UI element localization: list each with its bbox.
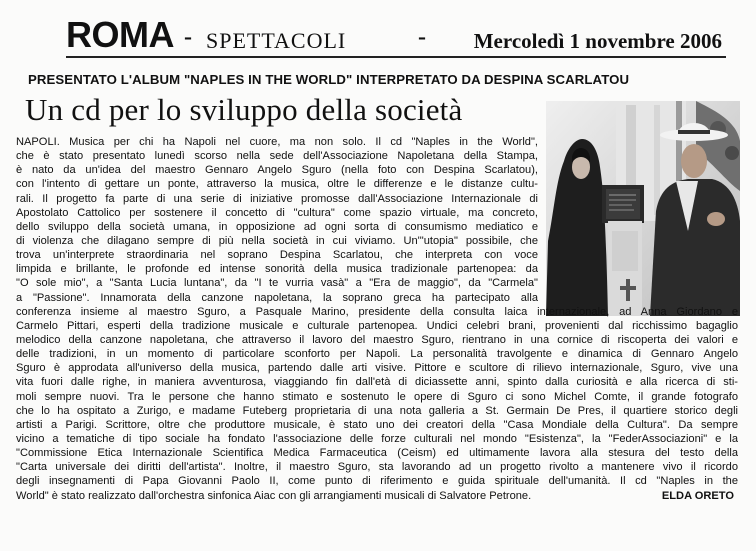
article-line: melodico della canzone napoletana, che attraverso il lavoro del maestro Sguro, rientrano in una cornice di riscoperta dei valori e (16, 333, 738, 346)
article-line: Carmelo Pittari, esperti della tradizione musicale e culturale partenopea. Undici celebri brani, provenienti dal ricchissimo bagaglio (16, 319, 738, 332)
article-line: degli insegnamenti di Papa Giovanni Paolo II, come punto di riferimento e guida spirituale dell'umanità. Il cd "Naples in the (16, 475, 738, 488)
article-kicker: PRESENTATO L'ALBUM "NAPLES IN THE WORLD" INTERPRETATO DA DESPINA SCARLATOU (28, 72, 630, 87)
article-line: delle tradizioni, in un momento di particolare sconforto per Napoli. La personalità travolgente e dinamica di Gennaro Angelo (16, 348, 738, 361)
article-line: di violenza che dilagano sempre di più nella società in cui viviamo. Un'"utopia" possibile, che (16, 234, 538, 247)
article-line: che lo ha ospitato a Zurigo, e madame Futeberg proprietaria di una nota galleria a St. Germain De Pres, il quartiere storico degli (16, 404, 738, 417)
masthead-separator: - (184, 24, 192, 50)
article-line: "O sole mio", a "Santa Lucia luntana", da "I te vurria vasà" a "Era de maggio", da "Carmela" (16, 277, 538, 290)
article-line: conferenza insieme al maestro Sguro, a Pasquale Marino, presidente della consulta laica internazionale, ad Anna Giordano e (16, 305, 738, 318)
article-line: "Commissione Etica Internazionale Scientifica Medica Farmaceutica (Ceism) ed ultimamente lavora alla stesura del testo della (16, 447, 738, 460)
article-line: Apostolato Cattolico per sostenere il concetto di "cultura" come spazio virtuale, ma concreto, (16, 206, 538, 219)
article-line: vicino a tematiche di tipo sociale ha fondato l'associazione delle forze culturali nel mondo "Esistenza", la "FederAssociazioni" e la (16, 432, 738, 445)
article-line: vita fuori dalle righe, in maniera avventurosa, viaggiando fin dall'età di diciassette anni, spinto dalla curiosità e alla ricerca di sti- (16, 376, 738, 389)
article-last-row (16, 489, 738, 503)
article-line: trova un'interprete straordinaria nel soprano Despina Scarlatou, che interpreta con voce (16, 249, 538, 262)
masthead-date: Mercoledì 1 novembre 2006 (473, 29, 722, 53)
masthead-city: ROMA (66, 14, 174, 55)
article-line: dello sviluppo della società umana, in opposizione ad ogni sorta di consumismo mediatico e (16, 220, 538, 233)
article-line: Sguro è approdata all'universo della musica, partendo dalle arti visive. Pittore e scultore di rilievo internazionale, Sguro, vive una (16, 362, 738, 375)
masthead-separator: - (418, 24, 426, 50)
byline: ELDA ORETO (661, 489, 734, 502)
article-line: limpida e brillante, le profonde ed intense sonorità della musica tradizionale partenopea: da (16, 263, 538, 276)
article-line: NAPOLI. Musica per chi ha Napoli nel cuore, ma non solo. Il cd "Naples in the World", (16, 136, 538, 148)
article-line: a "Passione". Innamorata della canzone napoletana, la soprano greca ha partecipato alla (16, 291, 538, 304)
article-line: "Carta universale dei diritti dell'artista". Inoltre, il maestro Sguro, sta lavorando ad un progetto rivolto a mantenere vivo il ricordo (16, 461, 738, 474)
article-line: con l'intento di gettare un ponte, attraverso la musica, oltre le differenze e le distanze cultu- (16, 178, 538, 191)
article-body (16, 135, 742, 503)
article-line: World" è stato realizzato dall'orchestra sinfonica Aiac con gli arrangiamenti musicali di Salvatore Petrone. (16, 489, 532, 502)
masthead (66, 12, 726, 58)
masthead-section: SPETTACOLI (206, 28, 347, 53)
article-line: è nato da un'idea del maestro Gennaro Angelo Sguro (nella foto con Despina Scarlatou), (16, 164, 538, 177)
article-line: che è stato presentato lunedì scorso nella sede dell'Associazione Napoletana della Stampa, (16, 150, 538, 163)
article-line: rali. Il progetto fa parte di una serie di iniziative promosse dall'Associazione Internazionale di (16, 192, 538, 205)
article-line: artisti a Parigi. Scrittore, oltre che produttore musicale, è stato uno dei creatori della "Casa Mondiale della Cultura". Da sempre (16, 418, 738, 431)
article-line: moli sempre nuovi. Tra le persone che hanno stimato e sostenuto le opere di Sguro ci sono Michel Comte, il grande fotografo (16, 390, 738, 403)
article-headline: Un cd per lo sviluppo della società (25, 92, 463, 127)
